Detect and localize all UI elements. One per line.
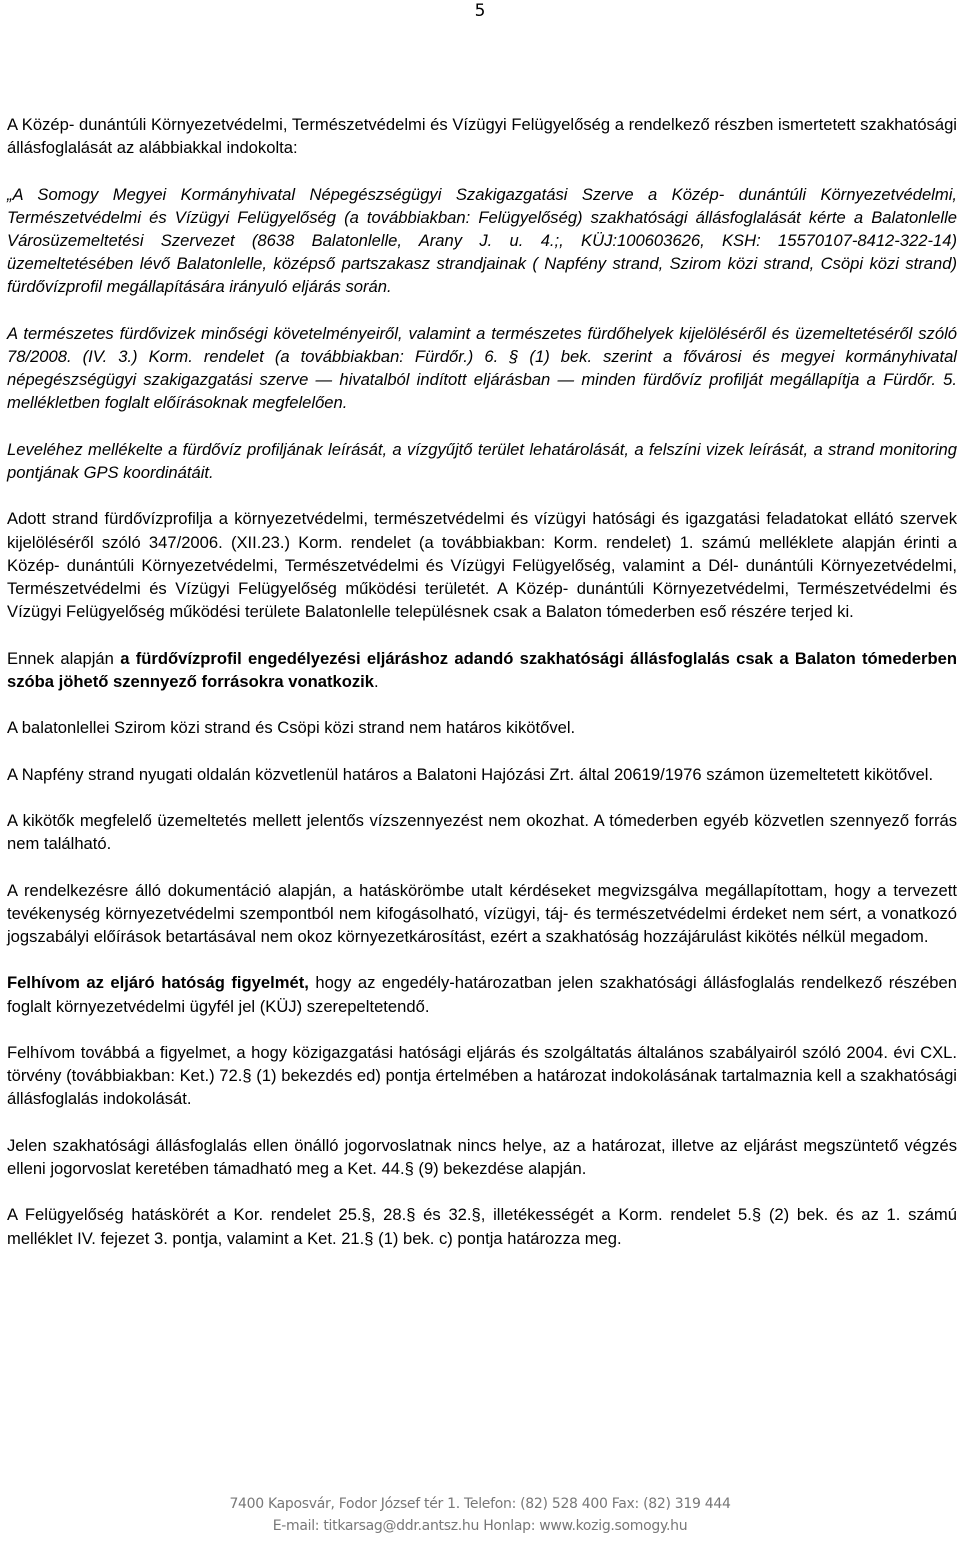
notice-post: hogy az engedély-határozatban jelen szakhatósági állásfoglalás rendelkező részében foglalt környezetvédelmi ügyfél jel (KÜJ) szerepeltetendő. — [7, 973, 957, 1016]
conclusion-bold: a fürdővízprofil engedélyezési eljáráshoz adandó szakhatósági állásfoglalás csak a Balaton tómederben szóba jöhető szennyező forrásokra vonatkozik — [7, 648, 957, 691]
notice-paragraph — [7, 971, 957, 1017]
intro-paragraph: A Közép- dunántúli Környezetvédelmi, Természetvédelmi és Vízügyi Felügyelőség a rendelkező részben ismertetett szakhatósági állásfoglalását az alábbiakkal indokolta: — [7, 115, 957, 158]
jurisdiction-paragraph: Adott strand fürdővízprofilja a környezetvédelmi, természetvédelmi és vízügyi hatósági és igazgatási feladatokat ellátó szervek kijelöléséről szóló 347/2006. (XII.23.) Korm. rendelet (a továbbiakban: Korm. rendelet) 1. számú melléklete alapján érinti a Közép- dunántúli Környezetvédelmi, Természetvédelmi és Vízügyi Felügyelőség, valamint a Dél- dunántúli Környezetvédelmi, Természetvédelmi és Vízügyi Felügyelőség működési területét. A Közép- dunántúli Környezetvédelmi, Természetvédelmi és Vízügyi Felügyelőség működési területe Balatonlelle településnek csak a Balaton tómederben eső részére terjed ki. — [7, 509, 957, 622]
decision-paragraph: A rendelkezésre álló dokumentáció alapján, a hatáskörömbe utalt kérdéseket megvizsgálva megállapítottam, hogy a tervezett tevékenység környezetvédelmi szempontból nem kifogásolható, vízügyi, táj- és természetvédelmi érdeket nem sért, a vonatkozó jogszabályi előírások betartásával nem okoz környezetkárosítást, ezért a szakhatóság hozzájárulást kikötés nélkül megadom. — [7, 880, 957, 946]
napfeny-paragraph: A Napfény strand nyugati oldalán közvetlenül határos a Balatoni Hajózási Zrt. által 20619/1976 számon üzemeltetett kikötővel. — [7, 764, 934, 784]
quoted-request-paragraph: „A Somogy Megyei Kormányhivatal Népegészségügyi Szakigazgatási Szerve a Közép- dunántúli Környezetvédelmi, Természetvédelmi és Vízügyi Felügyelőség (a továbbiakban: Felügyelőség) szakhatósági állásfoglalását kérte a Balatonlelle Városüzemeltetési Szervezet (8638 Balatonlelle, Arany J. u. 4.;, KÜJ:100603626, KSH: 15570107-8412-322-14) üzemeltetésében lévő Balatonlelle, középső partszakasz strandjainak ( Napfény strand, Szirom közi strand, Csöpi közi strand) fürdővízprofil megállapítására irányuló eljárás során. — [7, 184, 957, 297]
footer-contact: E-mail: titkarsag@ddr.antsz.hu Honlap: www.kozig.somogy.hu — [272, 1518, 688, 1534]
footer-address: 7400 Kaposvár, Fodor József tér 1. Telefon: (82) 528 400 Fax: (82) 319 444 — [229, 1496, 731, 1512]
document-body — [7, 113, 957, 1273]
ket-paragraph: Felhívom továbbá a figyelmet, a hogy közigazgatási hatósági eljárás és szolgáltatás általános szabályairól szóló 2004. évi CXL. törvény (továbbiakban: Ket.) 72.§ (1) bekezdés ed) pontja értelmében a határozat indokolásának tartalmaznia kell a szakhatósági állásfoglalás indokolását. — [7, 1042, 957, 1109]
conclusion-paragraph — [7, 647, 957, 693]
competence-paragraph: A Felügyelőség hatáskörét a Kor. rendelet 25.§, 28.§ és 32.§, illetékességét a Korm. rendelet 5.§ (2) bek. és az 1. számú melléklet IV. fejezet 3. pontja, valamint a Ket. 21.§ (1) bek. c) pontja határozza meg. — [7, 1205, 957, 1248]
harbour-paragraph: A kikötők megfelelő üzemeltetés mellett jelentős vízszennyezést nem okozhat. A tómederben egyéb közvetlen szennyező forrás nem található. — [7, 810, 957, 854]
attachments-paragraph: Leveléhez mellékelte a fürdővíz profiljának leírását, a vízgyűjtő terület lehatárolását, a felszíni vizek leírását, a strand monitoring pontjának GPS koordinátáit. — [7, 439, 957, 482]
legal-basis-paragraph: A természetes fürdővizek minőségi követelményeiről, valamint a természetes fürdőhelyek kijelöléséről és üzemeltetéséről szóló 78/2008. (IV. 3.) Korm. rendelet (a továbbiakban: Fürdőr.) 6. § (1) bek. szerint a fővárosi és megyei kormányhivatal népegészségügyi szakigazgatási szerve — hivatalból indított eljárásban — minden fürdővíz profilját megállapítja a Fürdőr. 5. mellékletben foglalt előírásoknak megfelelően. — [7, 323, 957, 413]
conclusion-post: . — [374, 671, 379, 691]
remedy-paragraph: Jelen szakhatósági állásfoglalás ellen önálló jogorvoslatnak nincs helye, az a határozat, illetve az eljárást megszüntető végzés elleni jogorvoslat keretében támadható meg a Ket. 44.§ (9) bekezdése alapján. — [7, 1135, 957, 1178]
notice-bold: Felhívom az eljáró hatóság figyelmét, — [7, 973, 309, 993]
conclusion-pre: Ennek alapján — [7, 648, 121, 668]
page-footer — [0, 1493, 960, 1537]
szirom-csopi-paragraph: A balatonlellei Szirom közi strand és Csöpi közi strand nem határos kikötővel. — [7, 718, 576, 738]
page-number: 5 — [474, 1, 486, 21]
